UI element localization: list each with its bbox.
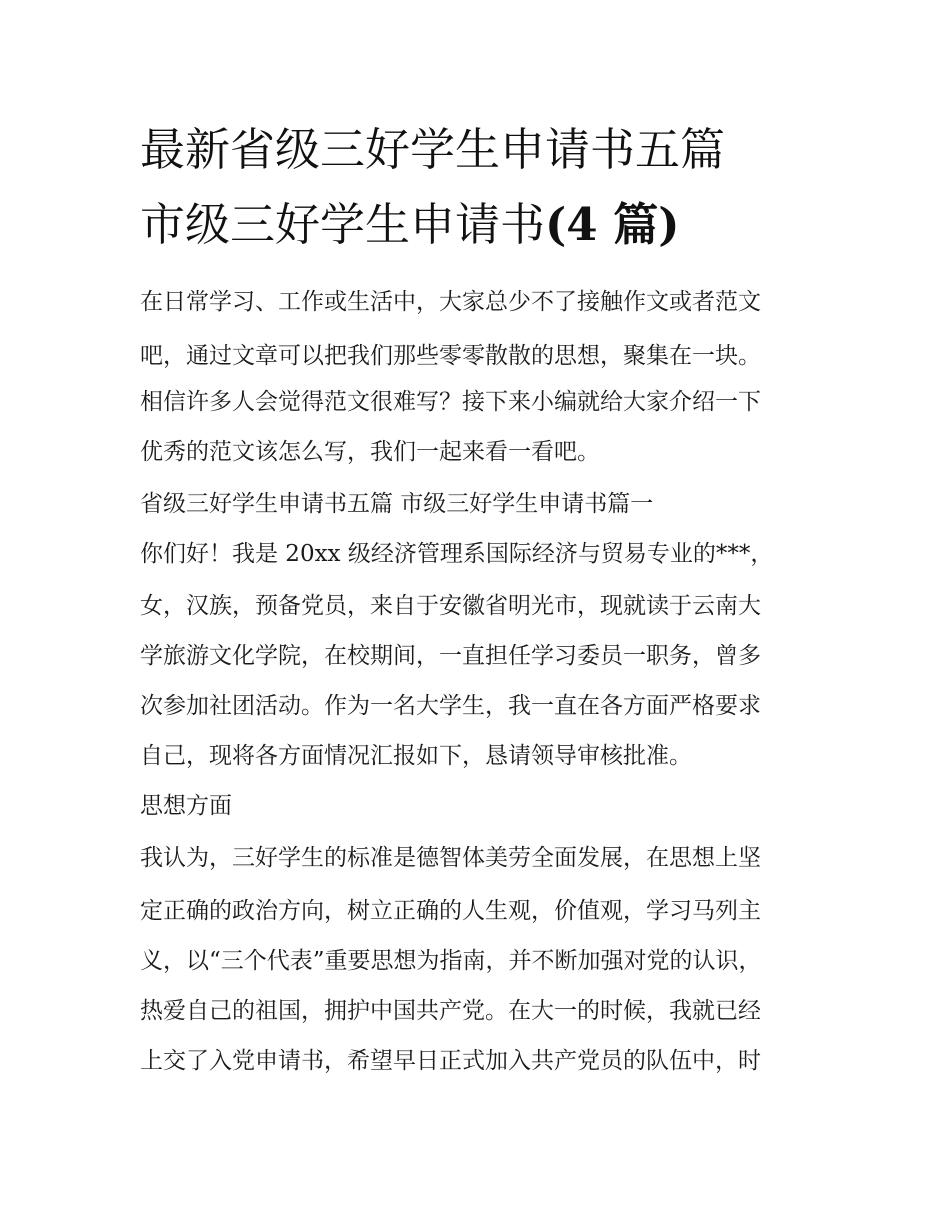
title-count: (4 篇)	[545, 198, 680, 251]
body-line: 定正确的政治方向，树立正确的人生观，价值观，学习马列主	[140, 898, 761, 924]
body-line: 热爱自己的祖国，拥护中国共产党。在大一的时候，我就已经	[140, 998, 761, 1024]
title-text: 市级三好学生申请书	[140, 198, 546, 251]
section-heading: 省级三好学生申请书五篇 市级三好学生申请书篇一	[140, 491, 654, 517]
body-line: 相信许多人会觉得范文很难写？接下来小编就给大家介绍一下	[140, 389, 761, 415]
body-line: 吧，通过文章可以把我们那些零零散散的思想，聚集在一块。	[140, 343, 761, 369]
body-line: 学旅游文化学院，在校期间，一直担任学习委员一职务，曾多	[140, 643, 761, 669]
body-line: 自己，现将各方面情况汇报如下，恳请领导审核批准。	[140, 743, 692, 769]
body-line: 你们好！我是 20xx 级经济管理系国际经济与贸易专业的***，	[140, 541, 774, 567]
body-line: 次参加社团活动。作为一名大学生，我一直在各方面严格要求	[140, 693, 761, 719]
body-line: 义，以“三个代表”重要思想为指南，并不断加强对党的认识，	[140, 948, 762, 974]
body-line: 上交了入党申请书，希望早日正式加入共产党员的队伍中，时	[140, 1048, 761, 1074]
body-line: 我认为，三好学生的标准是德智体美劳全面发展，在思想上坚	[140, 845, 761, 871]
document-title-line-1: 最新省级三好学生申请书五篇	[140, 123, 726, 176]
body-line: 优秀的范文该怎么写，我们一起来看一看吧。	[140, 439, 600, 465]
document-title-line-2	[140, 195, 840, 255]
body-line: 女，汉族，预备党员，来自于安徽省明光市，现就读于云南大	[140, 593, 761, 619]
body-line: 在日常学习、工作或生活中，大家总少不了接触作文或者范文	[140, 289, 761, 315]
section-heading: 思想方面	[140, 793, 232, 819]
